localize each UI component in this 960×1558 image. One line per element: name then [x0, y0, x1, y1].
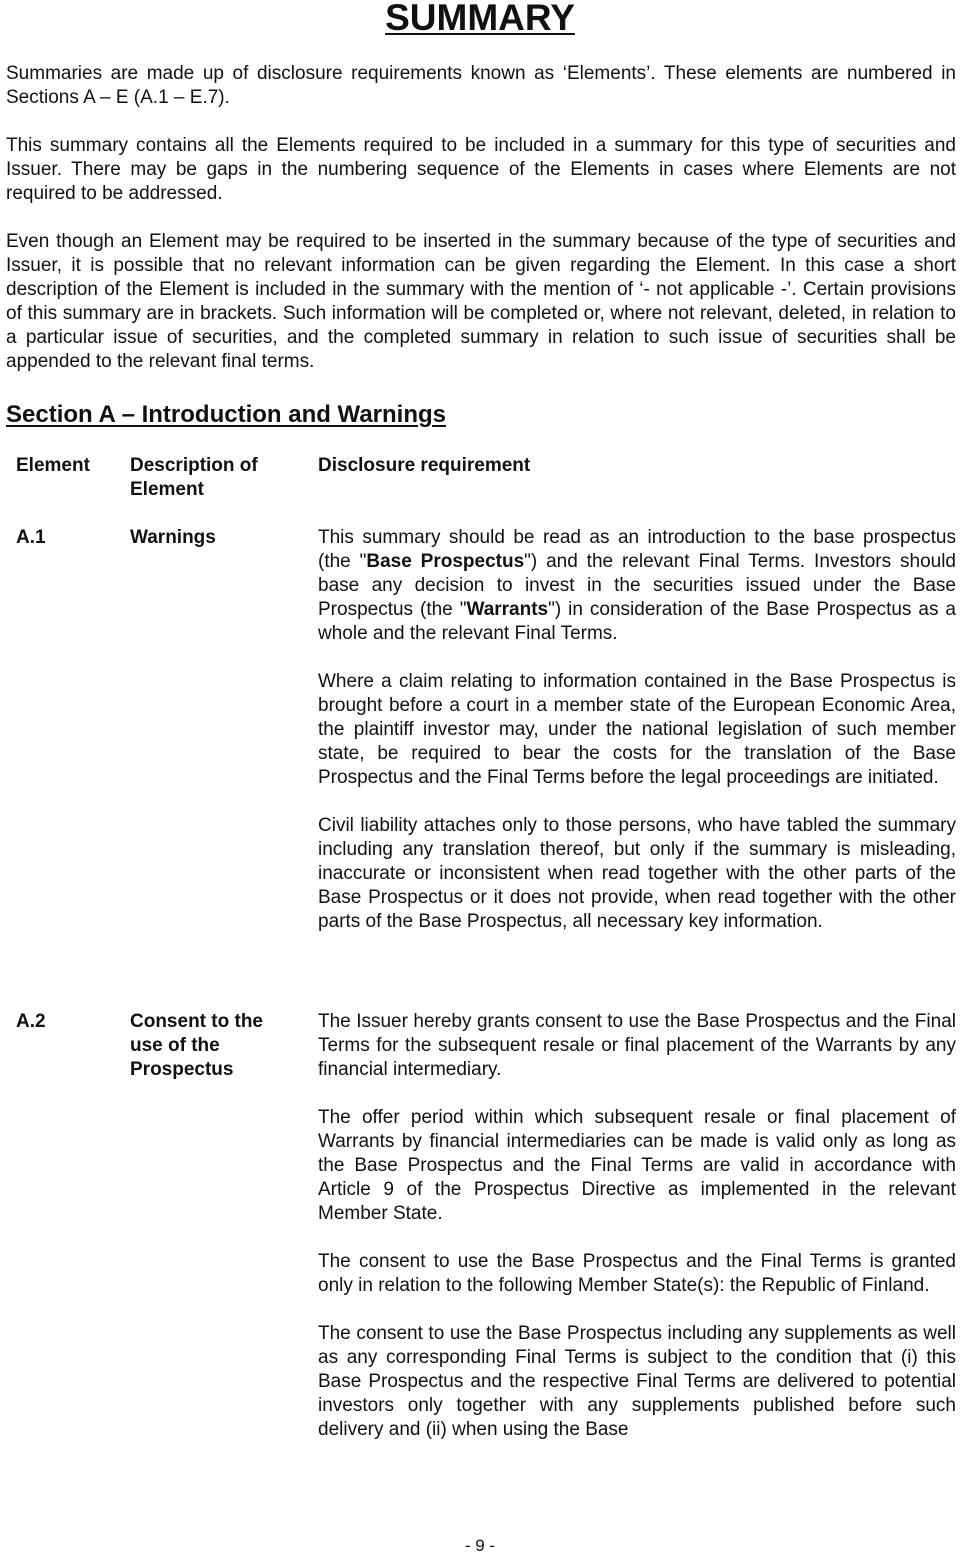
text-run: ") and the relevant Final Terms. Investors should base any decision to invest in the securities issued under the Base Prospectus (the " — [318, 551, 956, 620]
column-header-element: Element — [16, 455, 90, 476]
page-number: - 9 - — [464, 1536, 496, 1555]
disclosure-text — [318, 526, 956, 934]
element-description: Consent to the use of the Prospectus — [130, 1011, 263, 1080]
disclosure-paragraph — [318, 670, 956, 790]
element-description: Warnings — [130, 527, 216, 548]
disclosure-paragraph — [318, 814, 956, 934]
disclosure-paragraph: The Issuer hereby grants consent to use the Base Prospectus and the Final Terms for the subsequent resale or final placement of the Warrants by any financial intermediary. — [318, 1011, 956, 1080]
text-run: Where a claim relating to information contained in the Base Prospectus is brought before a court in a member state of the European Economic Area, the plaintiff investor may, under the national legislation of such member state, be required to bear the costs for the translation of the Base Prospectus and the Final Terms before the legal proceedings are initiated. — [318, 671, 956, 788]
disclosure-text — [318, 1010, 956, 1442]
column-header-description: Description of Element — [130, 455, 258, 500]
text-run: This summary should be read as an introduction to the base prospectus (the " — [318, 527, 956, 572]
page-title: SUMMARY — [385, 0, 575, 38]
intro-paragraph: Even though an Element may be required to be inserted in the summary because of the type of securities and Issuer, it is possible that no relevant information can be given regarding the Element. In this case a short description of the Element is included in the summary with the mention of ‘- not applicable -’. Certain provisions of this summary are in brackets. Such information will be completed or, where not relevant, deleted, in relation to a particular issue of securities, and the completed summary in relation to such issue of securities shall be appended to the relevant final terms. — [6, 231, 956, 372]
intro-text — [6, 62, 956, 398]
column-header-disclosure: Disclosure requirement — [318, 455, 531, 476]
intro-paragraph: This summary contains all the Elements required to be included in a summary for this type of securities and Issuer. There may be gaps in the numbering sequence of the Elements in cases where Elements are not required to be addressed. — [6, 135, 956, 204]
intro-paragraph: Summaries are made up of disclosure requirements known as ‘Elements’. These elements are numbered in Sections A – E (A.1 – E.7). — [6, 63, 956, 108]
defined-term: Warrants — [466, 599, 549, 620]
section-heading: Section A – Introduction and Warnings — [6, 401, 447, 428]
text-run: Civil liability attaches only to those persons, who have tabled the summary including any translation thereof, but only if the summary is misleading, inaccurate or inconsistent when read together with the other parts of the Base Prospectus or it does not provide, when read together with the other parts of the Base Prospectus, all necessary key information. — [318, 815, 956, 932]
disclosure-paragraph: The consent to use the Base Prospectus including any supplements as well as any corresponding Final Terms is subject to the condition that (i) this Base Prospectus and the respective Final Terms are delivered to potential investors only together with any supplements published before such delivery and (ii) when using the Base — [318, 1323, 956, 1440]
element-id: A.1 — [16, 527, 46, 548]
text-run: ") in consideration of the Base Prospectus as a whole and the relevant Final Terms. — [318, 599, 956, 644]
disclosure-paragraph: The offer period within which subsequent resale or final placement of Warrants by financial intermediaries can be made is valid only as long as the Base Prospectus and the Final Terms are valid in accordance with Article 9 of the Prospectus Directive as implemented in the relevant Member State. — [318, 1107, 956, 1224]
disclosure-paragraph: The consent to use the Base Prospectus and the Final Terms is granted only in relation to the following Member State(s): the Republic of Finland. — [318, 1251, 956, 1296]
defined-term: Base Prospectus — [366, 551, 525, 572]
element-id: A.2 — [16, 1011, 46, 1032]
disclosure-paragraph — [318, 526, 956, 646]
